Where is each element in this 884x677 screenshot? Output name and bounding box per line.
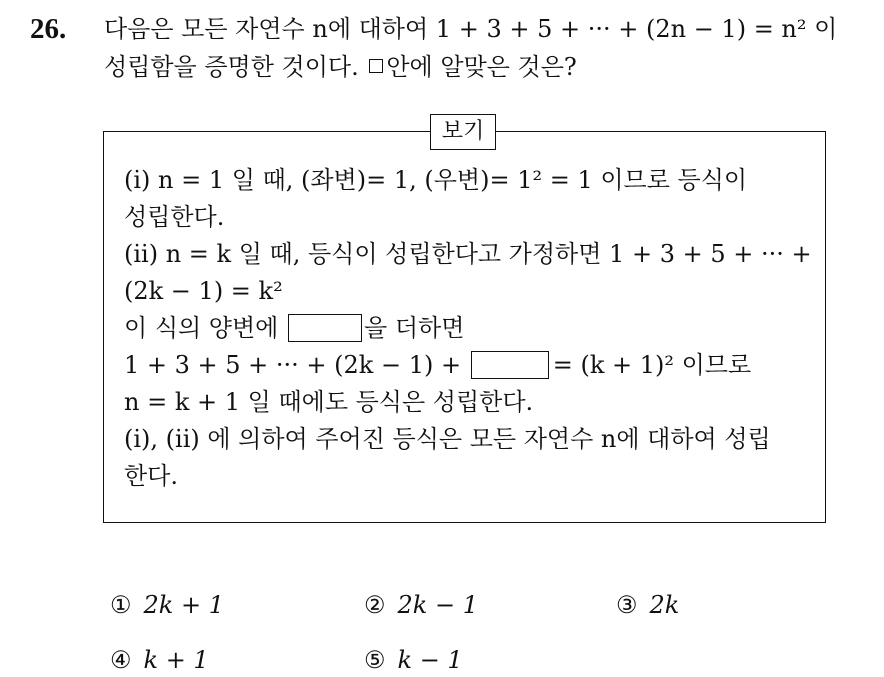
choice-2-label: 2k − 1 bbox=[397, 591, 478, 619]
bogi-line-5-start: 이 식의 양변에 bbox=[124, 314, 279, 342]
question-number: 26. bbox=[30, 13, 67, 45]
bogi-line-4: (2k − 1) = k² bbox=[124, 277, 283, 305]
choice-5[interactable] bbox=[364, 643, 463, 677]
choice-4-number: ④ bbox=[110, 646, 132, 674]
choice-3-label: 2k bbox=[649, 591, 680, 619]
answer-blank-2 bbox=[471, 351, 549, 379]
blank-square-icon bbox=[369, 59, 383, 73]
question-line-2-end: 안에 알맞은 것은? bbox=[386, 53, 577, 81]
choice-3[interactable] bbox=[616, 588, 679, 622]
bogi-line-6 bbox=[124, 347, 814, 384]
bogi-line-2: 성립한다. bbox=[124, 203, 225, 231]
choice-3-number: ③ bbox=[616, 591, 638, 619]
bogi-line-9: 한다. bbox=[124, 462, 178, 490]
bogi-line-1: (i) n = 1 일 때, (좌변)= 1, (우변)= 1² = 1 이므로 등식이 bbox=[124, 166, 748, 194]
choice-4-label: k + 1 bbox=[143, 646, 209, 674]
bogi-content bbox=[124, 162, 814, 495]
question-line-1: 다음은 모든 자연수 n에 대하여 1 + 3 + 5 + ··· + (2n − 1) = n² 이 bbox=[104, 15, 838, 43]
bogi-line-7: n = k + 1 일 때에도 등식은 성립한다. bbox=[124, 388, 534, 416]
question-line-2 bbox=[104, 48, 874, 86]
bogi-line-6-start: 1 + 3 + 5 + ··· + (2k − 1) + bbox=[124, 351, 462, 379]
choice-5-number: ⑤ bbox=[364, 646, 386, 674]
choice-1-label: 2k + 1 bbox=[143, 591, 224, 619]
bogi-line-5 bbox=[124, 310, 814, 347]
choice-1-number: ① bbox=[110, 591, 132, 619]
choice-1[interactable] bbox=[110, 588, 224, 622]
bogi-line-8: (i), (ii) 에 의하여 주어진 등식은 모든 자연수 n에 대하여 성립 bbox=[124, 425, 771, 453]
choice-4[interactable] bbox=[110, 643, 209, 677]
question-line-2-start: 성립함을 증명한 것이다. bbox=[104, 53, 359, 81]
choice-2-number: ② bbox=[364, 591, 386, 619]
bogi-line-6-end: = (k + 1)² 이므로 bbox=[552, 351, 752, 379]
bogi-title: 보기 bbox=[430, 114, 496, 150]
choice-5-label: k − 1 bbox=[397, 646, 463, 674]
choice-2[interactable] bbox=[364, 588, 478, 622]
answer-blank-1 bbox=[288, 314, 362, 342]
question-text bbox=[104, 10, 874, 86]
bogi-line-5-end: 을 더하면 bbox=[364, 314, 465, 342]
bogi-line-3: (ii) n = k 일 때, 등식이 성립한다고 가정하면 1 + 3 + 5 + ··· + bbox=[124, 240, 812, 268]
